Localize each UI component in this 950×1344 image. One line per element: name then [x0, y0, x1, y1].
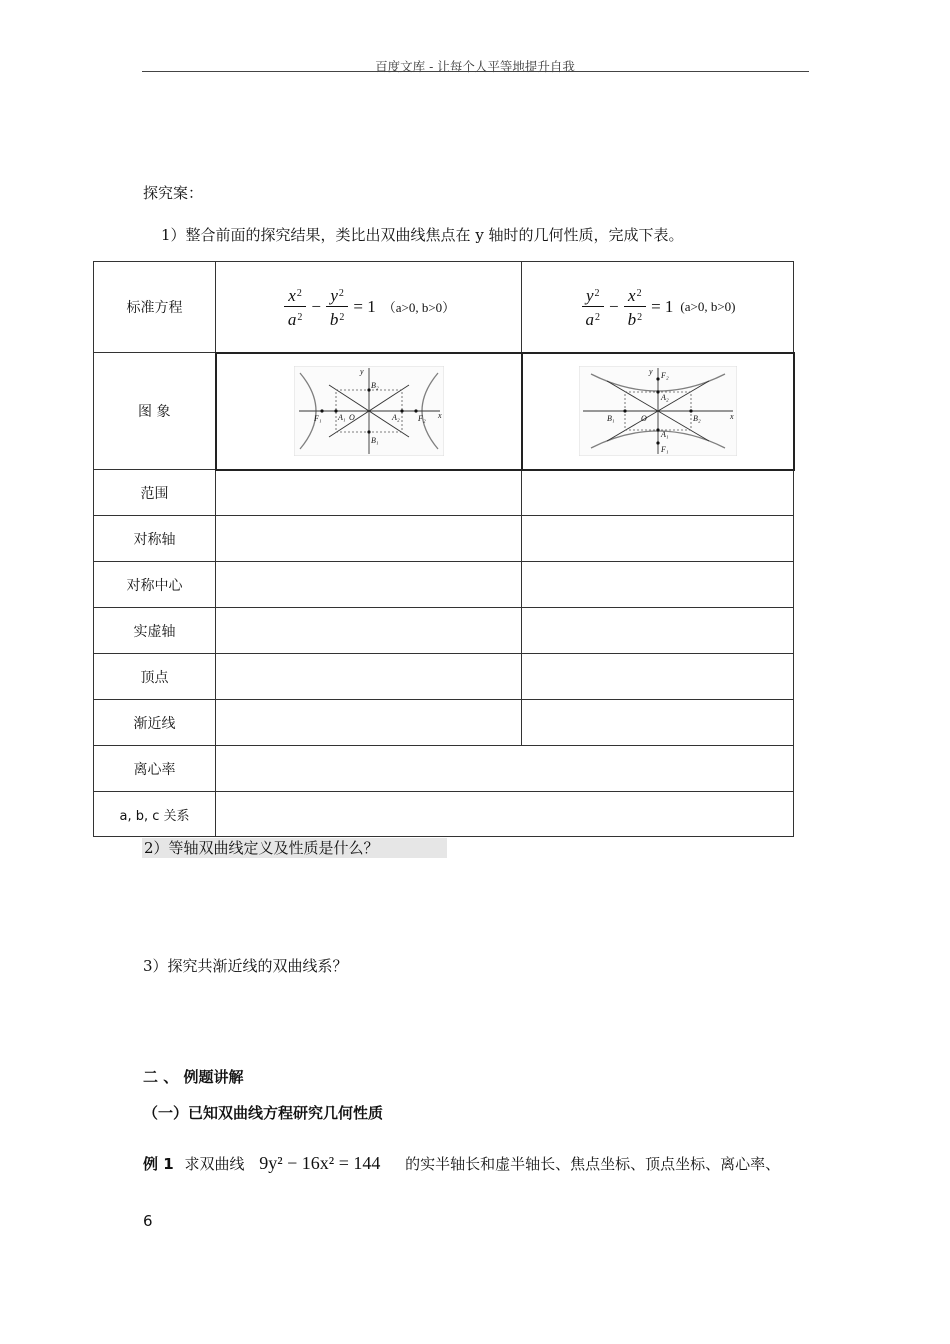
question-3: 3）探究共渐近线的双曲线系？: [143, 957, 348, 975]
example-1: [143, 1153, 780, 1174]
graph1-label-o: O: [348, 413, 355, 422]
graph1-label-f2: F₂: [417, 414, 426, 423]
page-number: 6: [143, 1212, 153, 1230]
row-label-real-imag-axis: 实虚轴: [94, 608, 216, 654]
row-label-graph: 图 象: [94, 353, 216, 470]
graph2-label-f2: F₂: [660, 371, 669, 380]
row-label-range: 范围: [94, 470, 216, 516]
cell-asymptote-y[interactable]: [522, 700, 794, 746]
cell-vertex-x[interactable]: [216, 654, 522, 700]
row-label-asymptote: 渐近线: [94, 700, 216, 746]
question-2: 2）等轴双曲线定义及性质是什么？: [142, 838, 447, 858]
row-label-axis: 对称轴: [94, 516, 216, 562]
graph1-label-x: x: [437, 411, 442, 420]
cell-axis-y[interactable]: [522, 516, 794, 562]
hyperbola-graph-y-focus: [579, 366, 737, 456]
cell-range-x[interactable]: [216, 470, 522, 516]
section-explore-title: 探究案：: [143, 184, 204, 202]
graph1-label-a2: A₂: [391, 413, 400, 422]
cell-eccentricity[interactable]: [216, 746, 794, 792]
cell-vertex-y[interactable]: [522, 654, 794, 700]
graph2-label-f1: F₁: [660, 445, 669, 454]
row-label-vertex: 顶点: [94, 654, 216, 700]
cell-axis-x[interactable]: [216, 516, 522, 562]
example-1-suffix: 的实半轴长和虚半轴长、焦点坐标、顶点坐标、离心率、: [405, 1155, 781, 1173]
properties-table: [93, 261, 795, 837]
graph-cell-y-focus: [522, 353, 794, 470]
cell-center-y[interactable]: [522, 562, 794, 608]
cell-real-imag-x[interactable]: [216, 608, 522, 654]
example-1-prefix: 求双曲线: [184, 1155, 245, 1173]
page-header: 百度文库 - 让每个人平等地提升自我: [375, 59, 575, 74]
section-2-title: 二 、 例题讲解: [143, 1068, 244, 1086]
row-label-standard-eq: 标准方程: [94, 262, 216, 353]
graph2-label-o: O: [640, 414, 647, 423]
graph2-label-y: y: [648, 367, 653, 376]
cell-center-x[interactable]: [216, 562, 522, 608]
cell-range-y[interactable]: [522, 470, 794, 516]
graph-cell-x-focus: [216, 353, 522, 470]
graph1-label-b2: B₂: [370, 381, 379, 390]
question-1: 1）整合前面的探究结果，类比出双曲线焦点在 y 轴时的几何性质，完成下表。: [161, 226, 684, 244]
equation-x-focus: $\frac{x^2}{a^2}$ − $\frac{y^2}{b^2}$ = 1 （a>0, b>0）: [216, 262, 522, 353]
graph2-label-b2: B₂: [692, 414, 701, 423]
graph2-label-a1: A₁: [660, 430, 669, 439]
cell-real-imag-y[interactable]: [522, 608, 794, 654]
graph2-label-b1: B₁: [606, 414, 615, 423]
graph1-label-f1: F₁: [313, 414, 322, 423]
subsection-1-title: （一）已知双曲线方程研究几何性质: [143, 1104, 384, 1122]
hyperbola-graph-x-focus: [294, 366, 444, 456]
graph1-label-b1: B₁: [370, 436, 379, 445]
graph2-label-a2: A₂: [660, 393, 669, 402]
example-1-label: 例 1: [143, 1155, 174, 1173]
cell-abc[interactable]: [216, 792, 794, 837]
row-label-eccentricity: 离心率: [94, 746, 216, 792]
row-label-abc: a, b, c 关系: [94, 792, 216, 837]
graph2-label-x: x: [729, 412, 734, 421]
graph1-label-y: y: [359, 367, 364, 376]
row-label-center: 对称中心: [94, 562, 216, 608]
equation-y-focus: $\frac{y^2}{a^2}$ − $\frac{x^2}{b^2}$ = 1 (a>0, b>0): [522, 262, 794, 353]
example-1-equation: 9y² − 16x² = 144: [259, 1153, 381, 1173]
graph1-label-a1: A₁: [337, 413, 346, 422]
header-rule: [142, 71, 809, 72]
cell-asymptote-x[interactable]: [216, 700, 522, 746]
